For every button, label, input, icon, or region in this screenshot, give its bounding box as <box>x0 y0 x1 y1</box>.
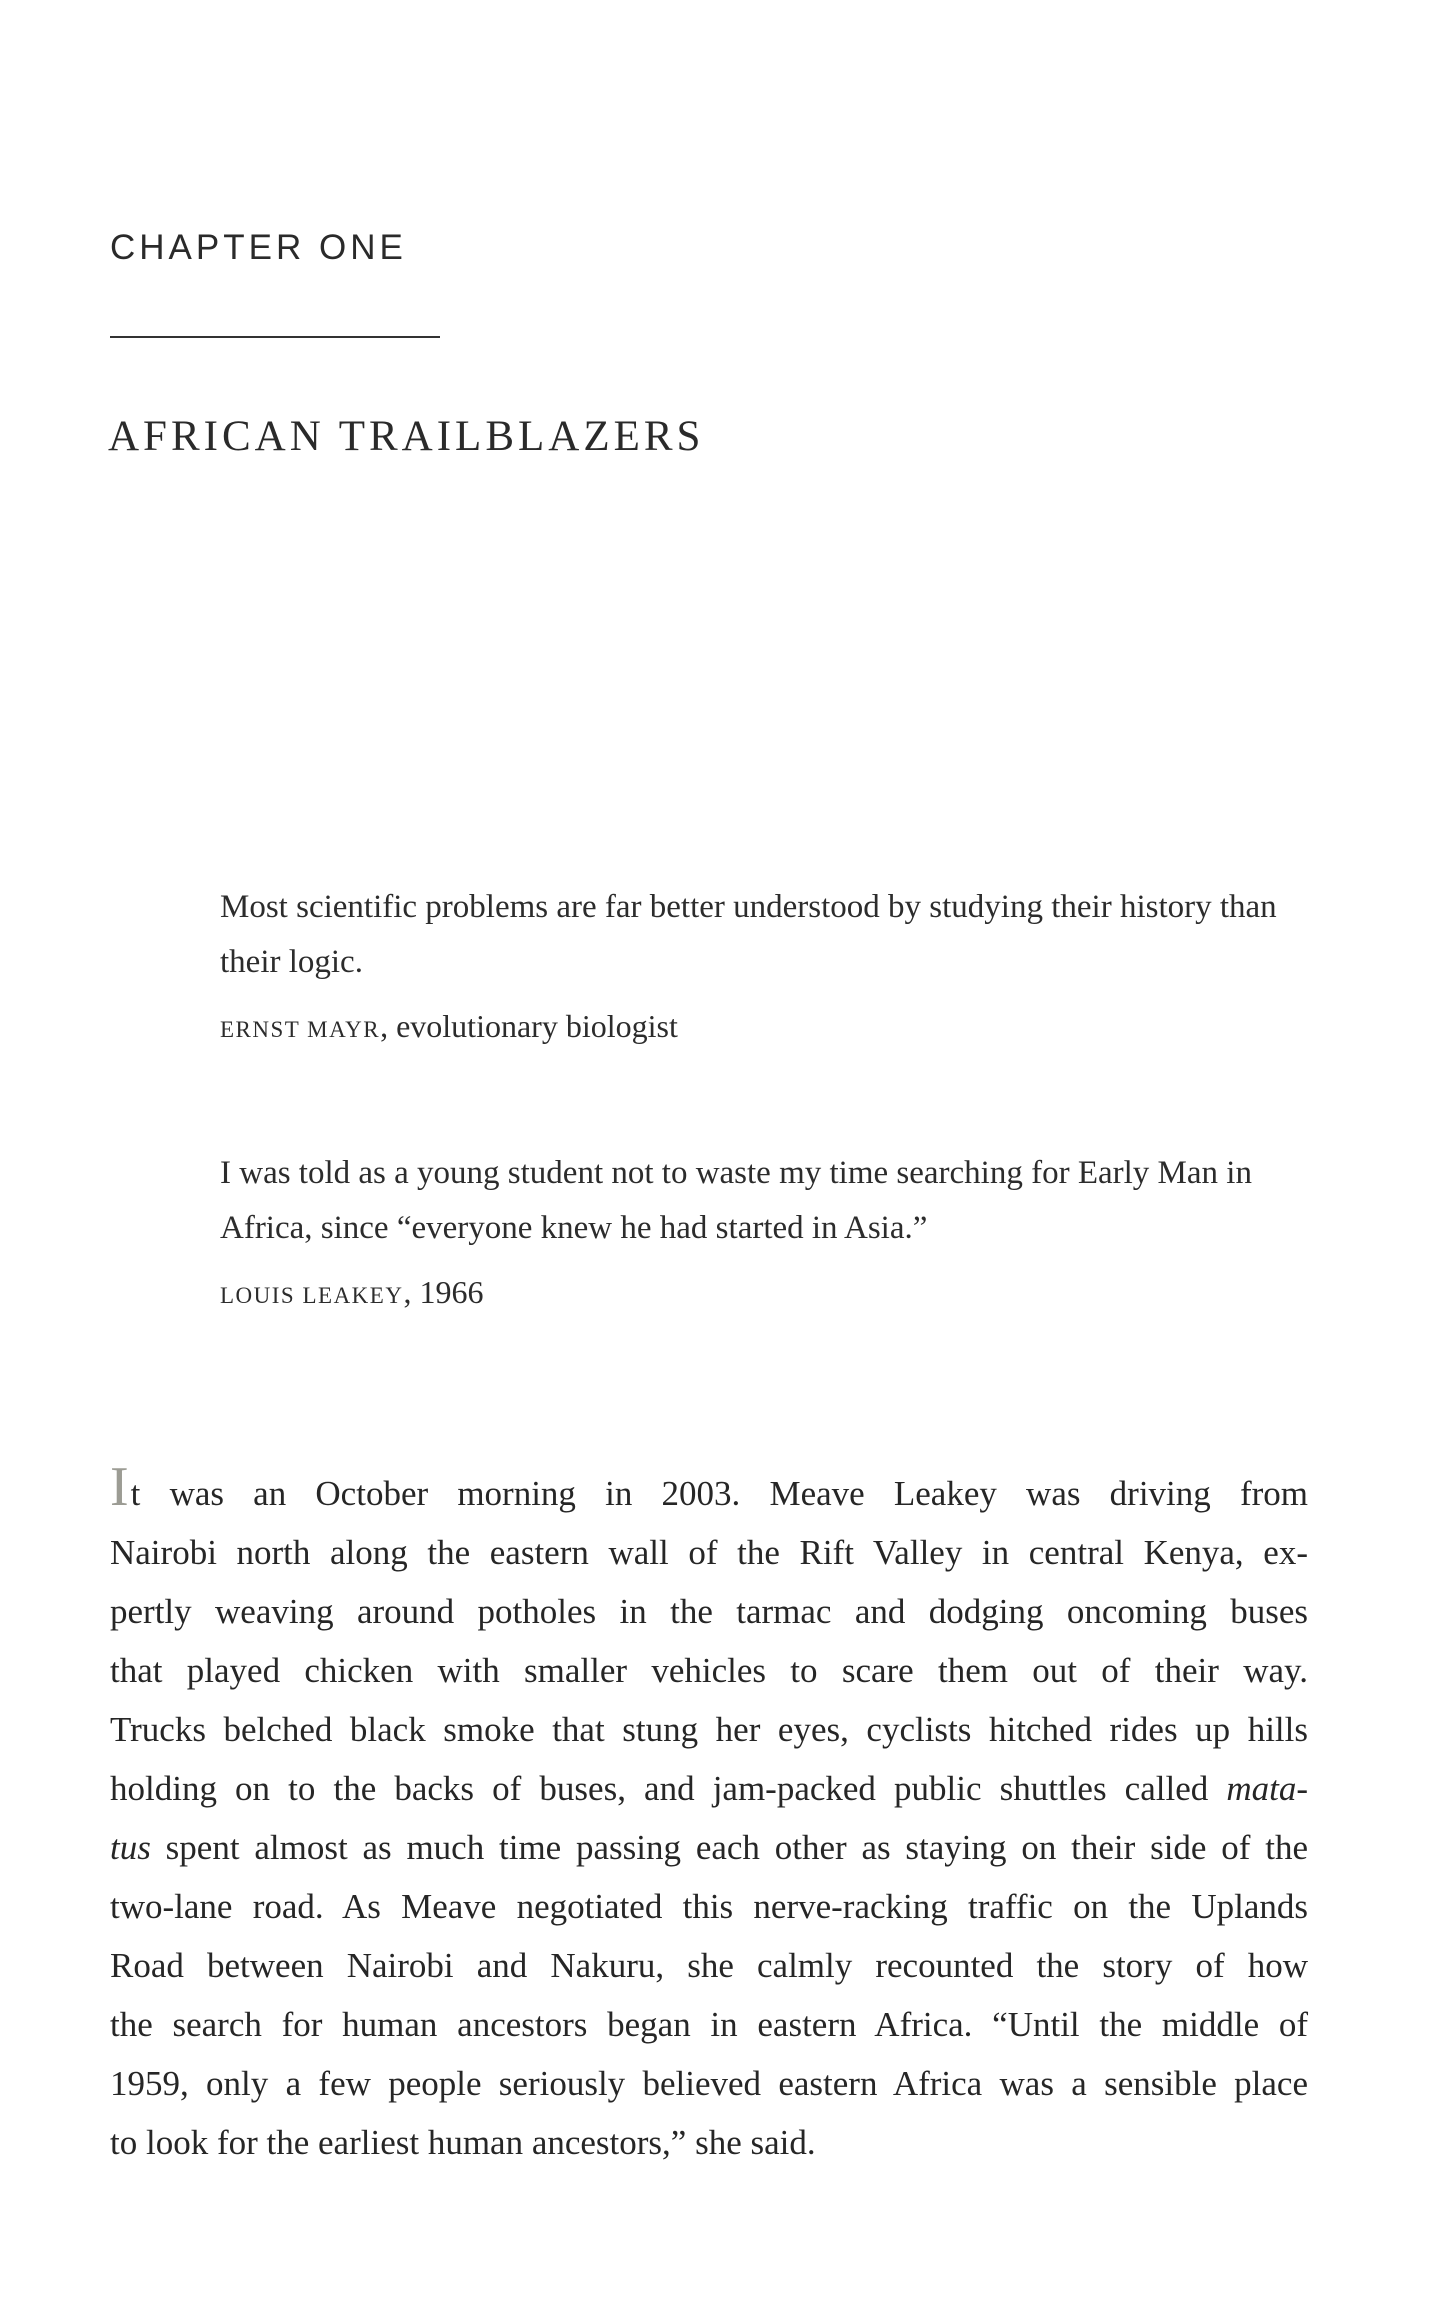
chapter-divider <box>110 336 440 338</box>
paragraph-line: Nairobi north along the eastern wall of the Rift Valley in central Kenya, ex- <box>110 1533 1308 1572</box>
epigraph-attribution <box>220 1274 1280 1311</box>
epigraph-author-role: , evolutionary biologist <box>380 1008 678 1044</box>
epigraph-leakey <box>220 1146 1280 1311</box>
italic-term: mata- <box>1226 1769 1308 1808</box>
chapter-title: AFRICAN TRAILBLAZERS <box>108 413 705 460</box>
paragraph-line: holding on to the backs of buses, and jam-packed public shuttles called mata- <box>110 1769 1308 1808</box>
paragraph-line: 1959, only a few people seriously believed eastern Africa was a sensible place <box>110 2064 1308 2103</box>
chapter-label: CHAPTER ONE <box>110 228 407 267</box>
epigraph-author: LOUIS LEAKEY <box>220 1283 404 1308</box>
italic-term: tus <box>110 1828 151 1867</box>
paragraph-line: Road between Nairobi and Nakuru, she calmly recounted the story of how <box>110 1946 1308 1985</box>
epigraph-author-role: , 1966 <box>403 1274 484 1310</box>
drop-cap: I <box>110 1456 129 1518</box>
paragraph-line: pertly weaving around potholes in the tarmac and dodging oncoming buses <box>110 1592 1308 1631</box>
epigraph-author: ERNST MAYR <box>220 1017 381 1042</box>
paragraph-line: Trucks belched black smoke that stung her eyes, cyclists hitched rides up hills <box>110 1710 1308 1749</box>
epigraph-attribution <box>220 1008 1280 1045</box>
epigraph-quote: I was told as a young student not to waste my time searching for Early Man in Africa, since “everyone knew he had started in Asia.” <box>220 1155 1252 1246</box>
epigraph-mayr <box>220 880 1280 1045</box>
paragraph-line: the search for human ancestors began in eastern Africa. “Until the middle of <box>110 2005 1308 2044</box>
paragraph-line: that played chicken with smaller vehicles to scare them out of their way. <box>110 1651 1308 1690</box>
body-paragraph <box>110 1456 1308 2172</box>
paragraph-line: to look for the earliest human ancestors,” she said. <box>110 2123 816 2162</box>
paragraph-line: It was an October morning in 2003. Meave Leakey was driving from <box>110 1456 1308 1518</box>
paragraph-line: tus spent almost as much time passing each other as staying on their side of the <box>110 1828 1308 1867</box>
epigraph-quote: Most scientific problems are far better understood by studying their history than their logic. <box>220 889 1277 980</box>
paragraph-line: two-lane road. As Meave negotiated this nerve-racking traffic on the Uplands <box>110 1887 1308 1926</box>
